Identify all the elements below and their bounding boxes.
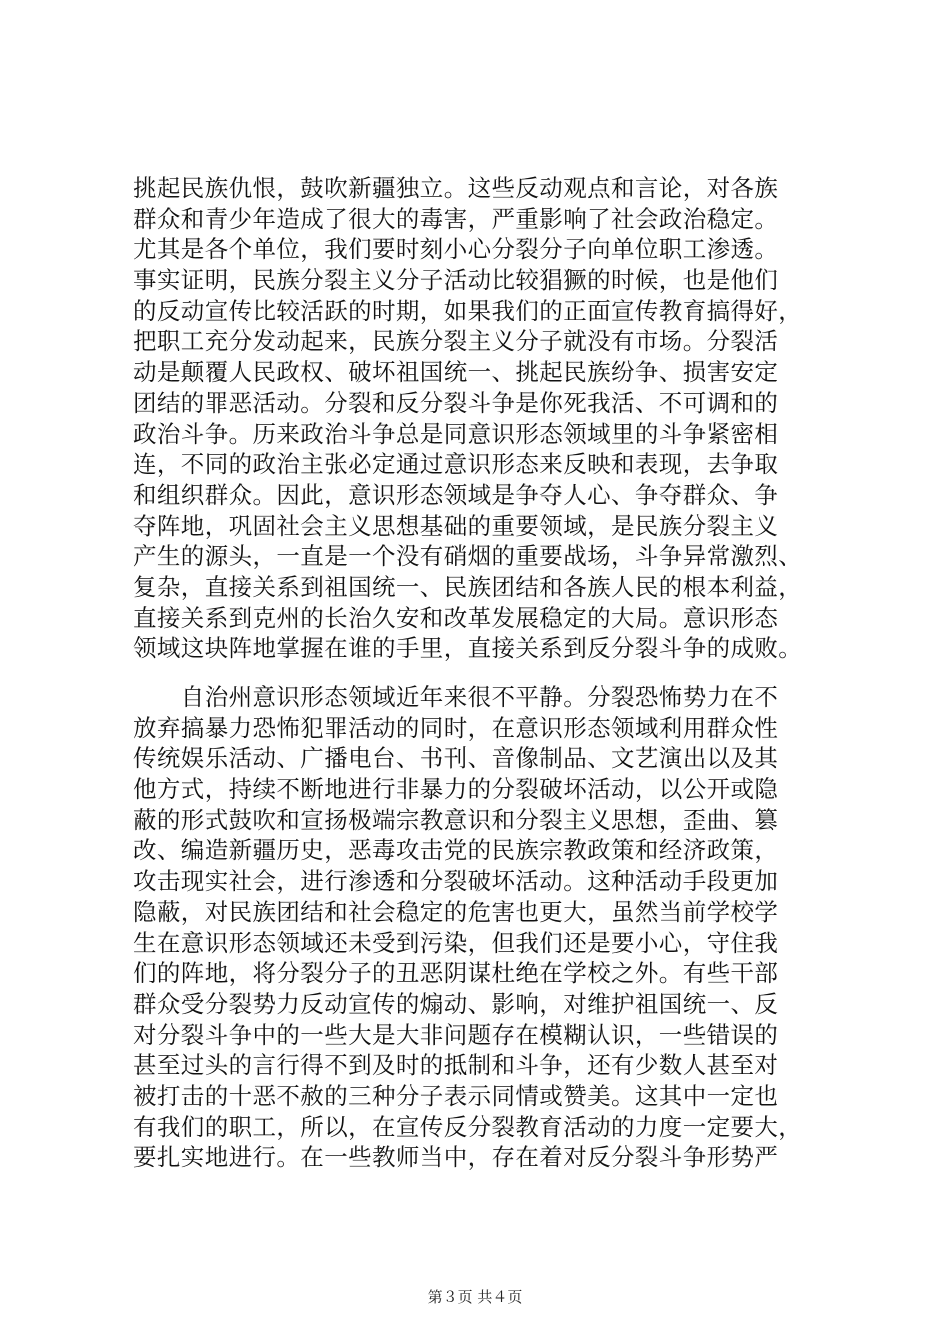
text-line: 动是颠覆人民政权、破坏祖国统一、挑起民族纷争、损害安定 [133,358,779,387]
text-line: 他方式，持续不断地进行非暴力的分裂破坏活动，以公开或隐 [133,775,779,804]
text-line: 们的阵地，将分裂分子的丑恶阴谋杜绝在学校之外。有些干部 [133,959,779,988]
text-line: 隐蔽，对民族团结和社会稳定的危害也更大，虽然当前学校学 [133,897,779,926]
text-line: 生在意识形态领域还未受到污染，但我们还是要小心，守住我 [133,928,779,957]
text-line: 有我们的职工，所以，在宣传反分裂教育活动的力度一定要大， [133,1112,803,1141]
text-line: 领域这块阵地掌握在谁的手里，直接关系到反分裂斗争的成败。 [133,634,803,663]
paragraph-1 [133,173,833,664]
text-line: 放弃搞暴力恐怖犯罪活动的同时，在意识形态领域利用群众性 [133,713,779,742]
text-line: 攻击现实社会，进行渗透和分裂破坏活动。这种活动手段更加 [133,867,779,896]
text-line: 群众受分裂势力反动宣传的煽动、影响，对维护祖国统一、反 [133,989,779,1018]
text-line: 群众和青少年造成了很大的毒害，严重影响了社会政治稳定。 [133,204,779,233]
text-line: 尤其是各个单位，我们要时刻小心分裂分子向单位职工渗透。 [133,235,779,264]
text-line: 要扎实地进行。在一些教师当中，存在着对反分裂斗争形势严 [133,1143,779,1172]
page-number: 第３页 [427,1288,473,1306]
text-line: 传统娱乐活动、广播电台、书刊、音像制品、文艺演出以及其 [133,744,779,773]
text-line: 连，不同的政治主张必定通过意识形态来反映和表现，去争取 [133,450,779,479]
text-line: 事实证明，民族分裂主义分子活动比较猖獗的时候，也是他们 [133,266,779,295]
page-footer [0,1287,950,1307]
text-line: 夺阵地，巩固社会主义思想基础的重要领域，是民族分裂主义 [133,511,779,540]
text-line: 对分裂斗争中的一些大是大非问题存在模糊认识，一些错误的 [133,1020,779,1049]
text-line: 政治斗争。历来政治斗争总是同意识形态领域里的斗争紧密相 [133,419,779,448]
text-line: 蔽的形式鼓吹和宣扬极端宗教意识和分裂主义思想，歪曲、篡 [133,805,779,834]
text-line: 把职工充分发动起来，民族分裂主义分子就没有市场。分裂活 [133,327,779,356]
text-line: 挑起民族仇恨，鼓吹新疆独立。这些反动观点和言论，对各族 [133,174,779,202]
paragraph-2 [133,682,833,1173]
text-line: 的反动宣传比较活跃的时期，如果我们的正面宣传教育搞得好， [133,296,803,325]
text-line: 改、编造新疆历史，恶毒攻击党的民族宗教政策和经济政策， [133,836,779,865]
text-line: 甚至过头的言行得不到及时的抵制和斗争，还有少数人甚至对 [133,1051,779,1080]
text-line: 产生的源头，一直是一个没有硝烟的重要战场，斗争异常激烈、 [133,542,803,571]
text-line: 团结的罪恶活动。分裂和反分裂斗争是你死我活、不可调和的 [133,388,779,417]
text-line: 和组织群众。因此，意识形态领域是争夺人心、争夺群众、争 [133,480,779,509]
text-line: 被打击的十恶不赦的三种分子表示同情或赞美。这其中一定也 [133,1081,779,1110]
text-line: 直接关系到克州的长治久安和改革发展稳定的大局。意识形态 [133,603,779,632]
text-line: 自治州意识形态领域近年来很不平静。分裂恐怖势力在不 [133,683,779,711]
page-total: 共４页 [477,1288,523,1306]
text-line: 复杂，直接关系到祖国统一、民族团结和各族人民的根本利益， [133,572,803,601]
